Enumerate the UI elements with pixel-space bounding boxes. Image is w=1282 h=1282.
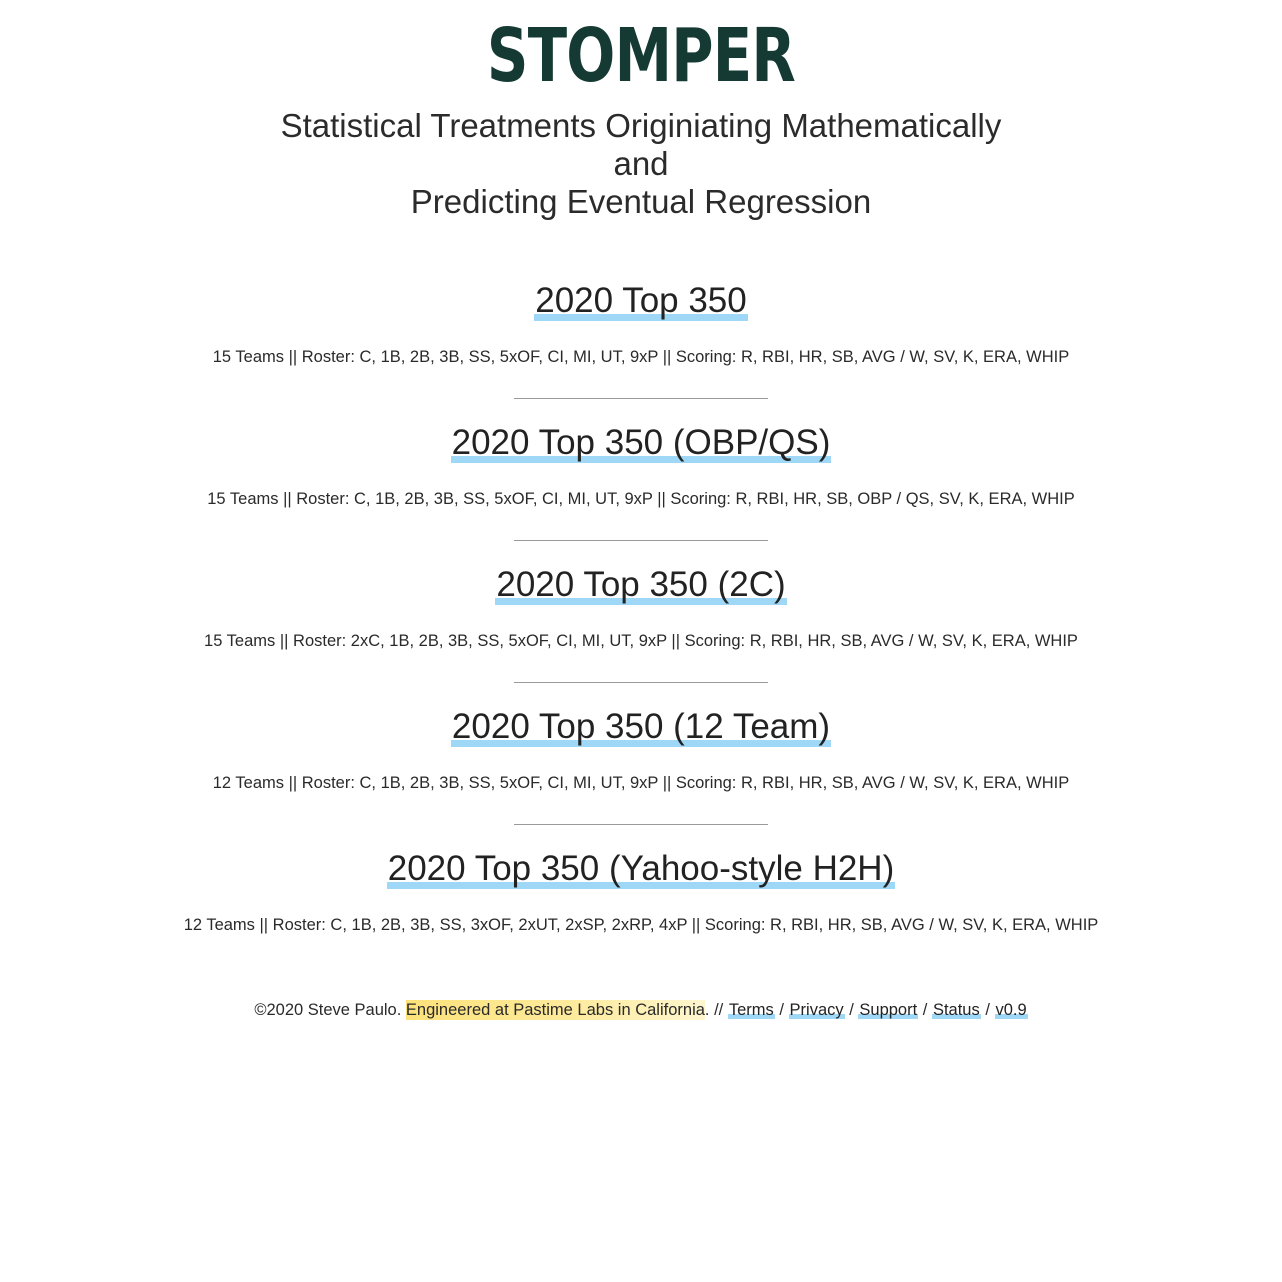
engineered-highlight: Engineered at Pastime Labs in California	[405, 1001, 705, 1019]
version-link[interactable]: v0.9	[995, 1001, 1027, 1019]
league-settings: 15 Teams || Roster: C, 1B, 2B, 3B, SS, 5xOF, CI, MI, UT, 9xP || Scoring: R, RBI, HR, SB, OBP / QS, SV, K, ERA, WHIP	[207, 490, 1075, 508]
support-link[interactable]: Support	[859, 1001, 918, 1019]
terms-link[interactable]: Terms	[728, 1001, 774, 1019]
league-entry	[0, 565, 1282, 652]
league-settings: 15 Teams || Roster: 2xC, 1B, 2B, 3B, SS, 5xOF, CI, MI, UT, 9xP || Scoring: R, RBI, HR, SB, AVG / W, SV, K, ERA, WHIP	[204, 632, 1078, 650]
divider	[514, 540, 768, 541]
footer-separator: . //	[704, 1001, 728, 1019]
footer-separator: /	[980, 1001, 995, 1019]
league-entry	[0, 707, 1282, 794]
subtitle-line-1: Statistical Treatments Originiating Mathematically	[280, 107, 1002, 144]
divider	[514, 824, 768, 825]
footer-separator: /	[844, 1001, 859, 1019]
league-entry	[0, 423, 1282, 510]
league-settings: 15 Teams || Roster: C, 1B, 2B, 3B, SS, 5xOF, CI, MI, UT, 9xP || Scoring: R, RBI, HR, SB, AVG / W, SV, K, ERA, WHIP	[212, 348, 1070, 366]
privacy-link[interactable]: Privacy	[789, 1001, 844, 1019]
footer	[0, 998, 1282, 1022]
league-link-yahoo-h2h[interactable]: 2020 Top 350 (Yahoo-style H2H)	[387, 849, 895, 888]
footer-separator: /	[774, 1001, 789, 1019]
status-link[interactable]: Status	[932, 1001, 980, 1019]
league-settings: 12 Teams || Roster: C, 1B, 2B, 3B, SS, 5xOF, CI, MI, UT, 9xP || Scoring: R, RBI, HR, SB, AVG / W, SV, K, ERA, WHIP	[212, 774, 1070, 792]
league-settings: 12 Teams || Roster: C, 1B, 2B, 3B, SS, 3xOF, 2xUT, 2xSP, 2xRP, 4xP || Scoring: R, RBI, HR, SB, AVG / W, SV, K, ERA, WHIP	[183, 916, 1099, 934]
site-logo[interactable]: STOMPER	[486, 13, 796, 99]
divider	[514, 398, 768, 399]
league-entry	[0, 281, 1282, 368]
footer-separator: /	[918, 1001, 932, 1019]
league-link-12-team[interactable]: 2020 Top 350 (12 Team)	[451, 707, 831, 746]
league-link-2c[interactable]: 2020 Top 350 (2C)	[496, 565, 786, 604]
subtitle-line-2: and	[613, 145, 669, 182]
league-entry	[0, 849, 1282, 936]
divider	[514, 682, 768, 683]
subtitle-line-3: Predicting Eventual Regression	[410, 183, 872, 220]
league-link-top-350[interactable]: 2020 Top 350	[535, 281, 747, 320]
league-link-obp-qs[interactable]: 2020 Top 350 (OBP/QS)	[451, 423, 831, 462]
site-subtitle	[0, 107, 1282, 221]
copyright-text: ©2020 Steve Paulo.	[254, 1001, 406, 1019]
